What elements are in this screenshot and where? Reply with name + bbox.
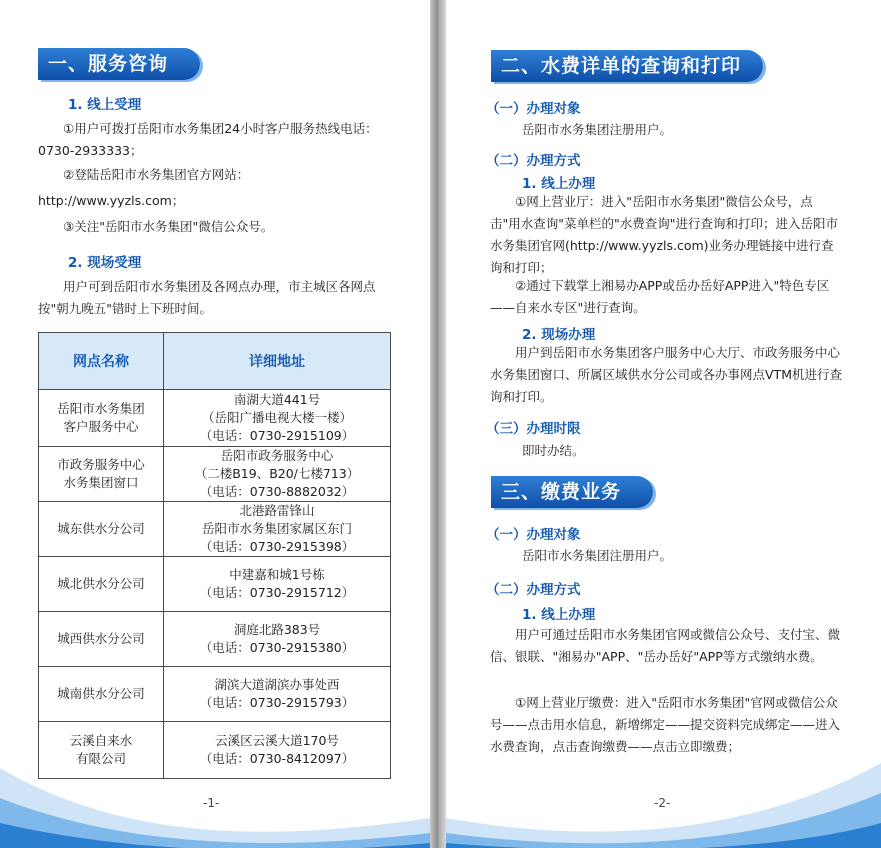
table-row — [39, 612, 391, 667]
paragraph-online-payment: ①网上营业厅缴费：进入"岳阳市水务集团"官网或微信公众号——点击用水信息，新增绑定——提交资料完成绑定——进入水费查询，点击查询缴费——点击立即缴费； — [490, 695, 841, 754]
table-header-name: 网点名称 — [39, 333, 164, 390]
outlet-name: 市政务服务中心 水务集团窗口 — [39, 447, 164, 502]
subheading-payment-online: 1. 线上办理 — [522, 607, 596, 623]
outlet-address: 云溪区云溪大道170号 （电话：0730-8412097） — [164, 722, 391, 779]
heading-payment-users: （一）办理对象 — [486, 527, 581, 543]
outlet-address: 岳阳市政务服务中心 （二楼B19、B20/七楼713） （电话：0730-8882032） — [164, 447, 391, 502]
paragraph-onsite: 用户可到岳阳市水务集团及各网点办理，市主城区各网点按"朝九晚五"错时上下班时间。 — [38, 279, 376, 316]
outlet-address: 北港路雷锋山 岳阳市水务集团家属区东门 （电话：0730-2915398） — [164, 502, 391, 557]
outlets-table — [38, 332, 391, 779]
page-left — [0, 0, 430, 848]
outlet-name: 城北供水分公司 — [39, 557, 164, 612]
paragraph-online-hall: ①网上营业厅：进入"岳阳市水务集团"微信公众号，点击"用水查询"菜单栏的"水费查询"进行查询和打印；进入岳阳市水务集团官网(http://www.yyzls.com)业务办理链接中进行查询和打印； — [490, 194, 838, 275]
page-right — [446, 0, 881, 848]
paragraph-onsite: 用户到岳阳市水务集团客户服务中心大厅、市政务服务中心水务集团窗口、所属区域供水分公司或各办事网点VTM机进行查询和打印。 — [490, 345, 842, 404]
subheading-onsite: 2. 现场办理 — [522, 327, 596, 343]
outlet-name: 城西供水分公司 — [39, 612, 164, 667]
subheading-online: 1. 线上办理 — [522, 176, 596, 192]
subheading-onsite: 2. 现场受理 — [68, 255, 142, 271]
paragraph-app-query: ②通过下载掌上湘易办APP或岳办岳好APP进入"特色专区——自来水专区"进行查询。 — [490, 278, 830, 315]
table-row — [39, 557, 391, 612]
paragraph-payment-users: 岳阳市水务集团注册用户。 — [522, 548, 673, 563]
table-row — [39, 447, 391, 502]
table-row — [39, 667, 391, 722]
paragraph-target-users: 岳阳市水务集团注册用户。 — [522, 122, 673, 137]
book-spine — [430, 0, 446, 848]
subheading-online: 1. 线上受理 — [68, 97, 142, 113]
section-title-bill-query: 二、水费详单的查询和打印 — [491, 50, 763, 82]
page-number-left: -1- — [203, 796, 220, 810]
page-number-right: -2- — [654, 796, 671, 810]
outlet-address: 中建嘉和城1号栋 （电话：0730-2915712） — [164, 557, 391, 612]
heading-method: （二）办理方式 — [486, 153, 581, 169]
section-title-service: 一、服务咨询 — [38, 48, 200, 80]
outlet-name: 云溪自来水 有限公司 — [39, 722, 164, 779]
outlet-address: 湖滨大道湖滨办事处西 （电话：0730-2915793） — [164, 667, 391, 722]
outlet-name: 城南供水分公司 — [39, 667, 164, 722]
outlet-address: 洞庭北路383号 （电话：0730-2915380） — [164, 612, 391, 667]
heading-time-limit: （三）办理时限 — [486, 421, 581, 437]
outlet-name: 城东供水分公司 — [39, 502, 164, 557]
paragraph-hotline: ①用户可拨打岳阳市水务集团24小时客户服务热线电话：0730-2933333； — [38, 121, 378, 158]
paragraph-wechat: ③关注"岳阳市水务集团"微信公众号。 — [63, 219, 274, 234]
heading-target-users: （一）办理对象 — [486, 101, 581, 117]
paragraph-time-limit: 即时办结。 — [522, 443, 585, 458]
paragraph-website: ②登陆岳阳市水务集团官方网站： — [63, 167, 250, 182]
outlet-name: 岳阳市水务集团 客户服务中心 — [39, 390, 164, 447]
table-row — [39, 502, 391, 557]
section-title-payment: 三、缴费业务 — [491, 476, 653, 508]
outlet-address: 南湖大道441号 （岳阳广播电视大楼一楼） （电话：0730-2915109） — [164, 390, 391, 447]
table-row — [39, 390, 391, 447]
paragraph-payment-channels: 用户可通过岳阳市水务集团官网或微信公众号、支付宝、微信、银联、"湘易办"APP、"岳办岳好"APP等方式缴纳水费。 — [490, 627, 841, 664]
heading-payment-method: （二）办理方式 — [486, 582, 581, 598]
table-row — [39, 722, 391, 779]
table-header-address: 详细地址 — [164, 333, 391, 390]
website-url: http://www.yyzls.com； — [38, 193, 185, 208]
